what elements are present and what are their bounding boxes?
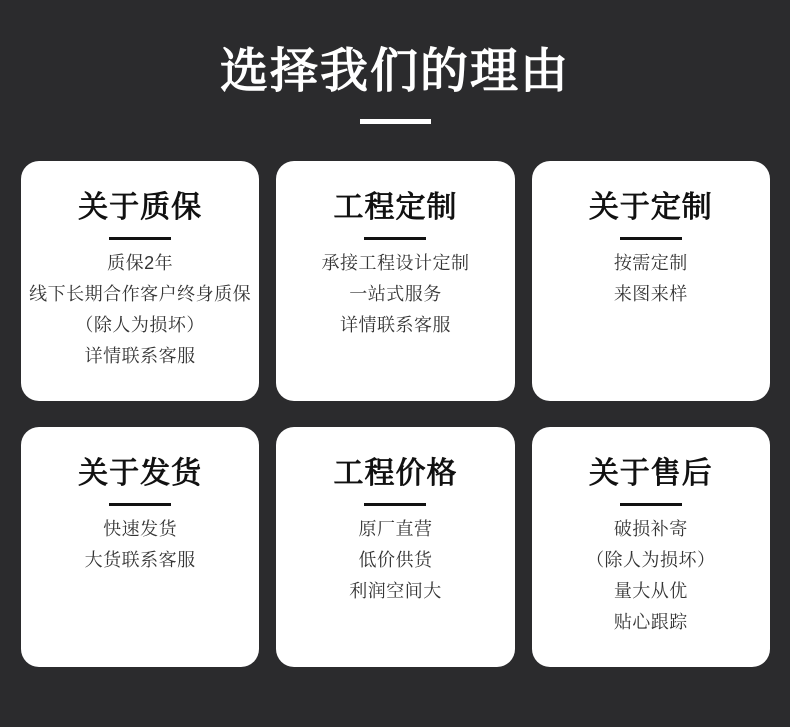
card-line: 承接工程设计定制 xyxy=(321,253,470,273)
card-lines xyxy=(21,514,259,576)
feature-card-pricing xyxy=(276,427,514,667)
card-lines xyxy=(21,248,259,372)
card-line: 一站式服务 xyxy=(349,284,442,304)
card-title: 关于售后 xyxy=(588,457,713,490)
card-line: 量大从优 xyxy=(613,581,688,601)
feature-card-warranty xyxy=(21,161,259,401)
card-divider xyxy=(364,237,426,240)
feature-card-customization xyxy=(532,161,770,401)
feature-card-shipping xyxy=(21,427,259,667)
card-line: 详情联系客服 xyxy=(339,315,451,335)
card-lines xyxy=(276,514,514,607)
card-lines xyxy=(532,248,770,310)
card-title: 关于质保 xyxy=(78,191,203,224)
card-line: 快速发货 xyxy=(103,519,178,539)
card-divider xyxy=(364,503,426,506)
card-line: （除人为损坏） xyxy=(75,315,205,335)
card-line: 破损补寄 xyxy=(613,519,688,539)
card-lines xyxy=(532,514,770,638)
page-header xyxy=(0,0,790,124)
card-line: 质保2年 xyxy=(107,253,174,273)
title-underline xyxy=(360,119,431,124)
card-title: 工程价格 xyxy=(333,457,458,490)
card-title: 工程定制 xyxy=(333,191,458,224)
card-line: 按需定制 xyxy=(613,253,688,273)
card-line: 贴心跟踪 xyxy=(613,612,688,632)
card-divider xyxy=(620,503,682,506)
card-divider xyxy=(620,237,682,240)
card-line: 原厂直营 xyxy=(358,519,433,539)
page-title: 选择我们的理由 xyxy=(219,45,570,98)
feature-card-project-customization xyxy=(276,161,514,401)
feature-card-after-sales xyxy=(532,427,770,667)
card-title: 关于发货 xyxy=(78,457,203,490)
card-title: 关于定制 xyxy=(588,191,713,224)
card-line: 利润空间大 xyxy=(349,581,442,601)
card-line: 大货联系客服 xyxy=(84,550,196,570)
card-lines xyxy=(276,248,514,341)
card-line: 线下长期合作客户终身质保 xyxy=(29,284,252,304)
card-divider xyxy=(109,503,171,506)
card-line: 来图来样 xyxy=(613,284,688,304)
card-line: 详情联系客服 xyxy=(84,346,196,366)
feature-card-grid xyxy=(21,161,770,667)
card-divider xyxy=(109,237,171,240)
card-line: 低价供货 xyxy=(358,550,433,570)
card-line: （除人为损坏） xyxy=(586,550,716,570)
